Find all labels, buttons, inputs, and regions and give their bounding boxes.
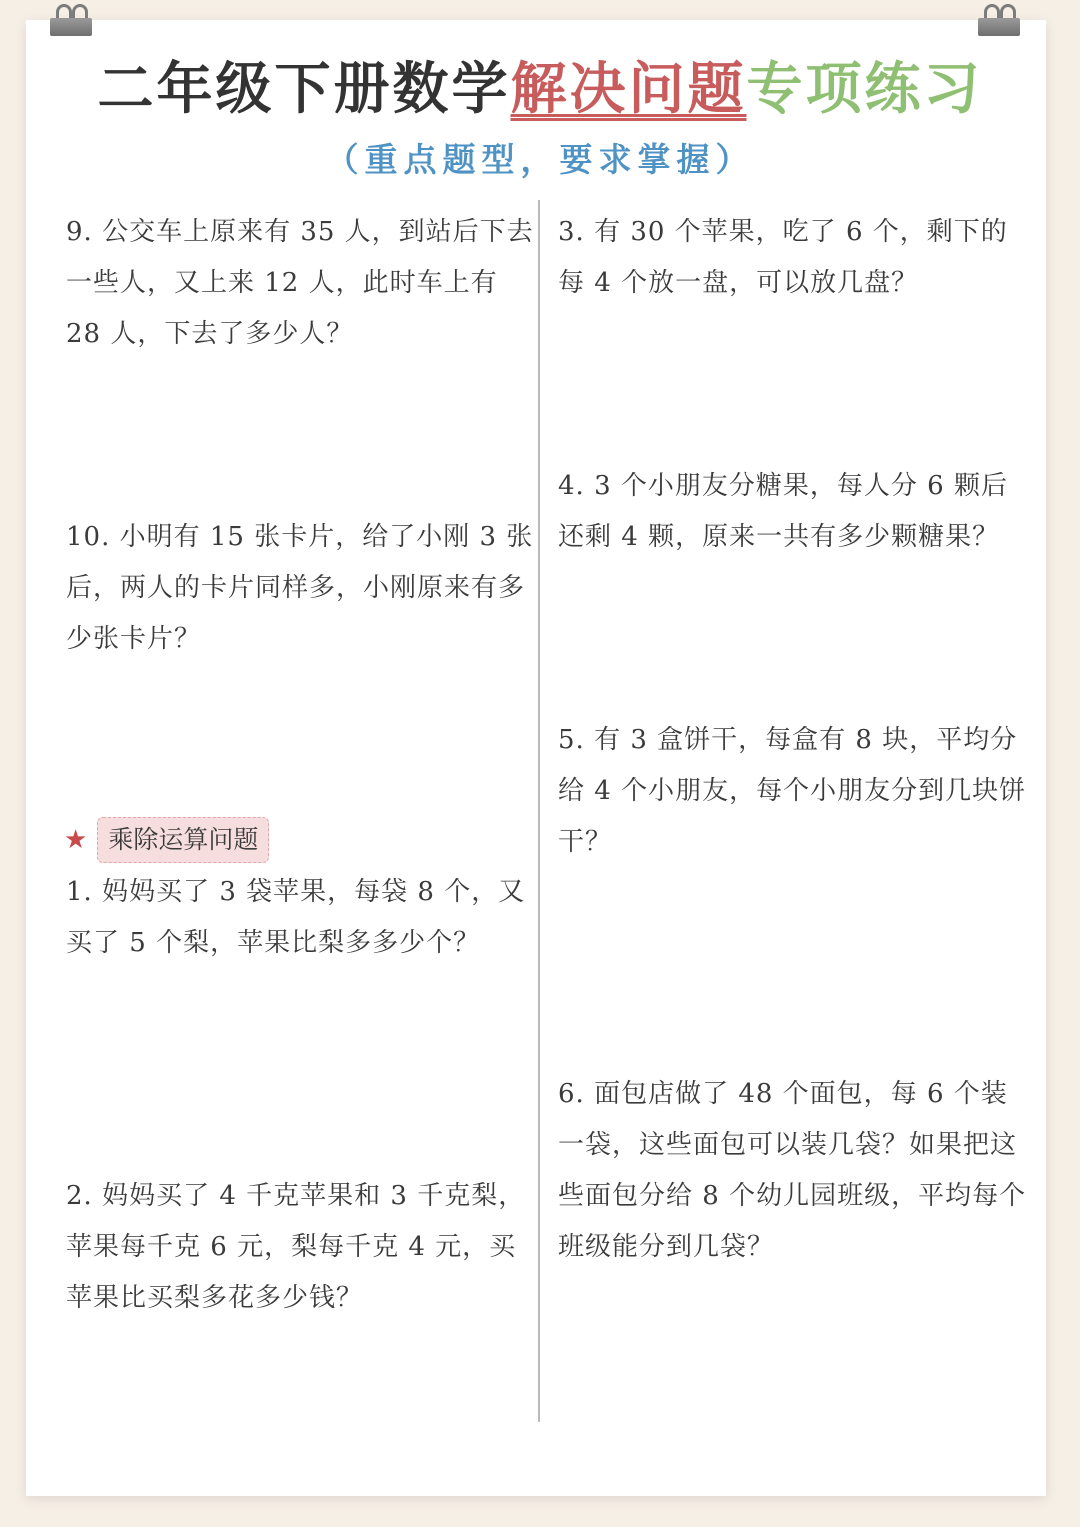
problem-1: 1. 妈妈买了 3 袋苹果，每袋 8 个，又买了 5 个梨，苹果比梨多多少个？ bbox=[66, 877, 526, 958]
page-title bbox=[0, 52, 1080, 128]
column-divider bbox=[538, 200, 540, 1422]
problem-9: 9. 公交车上原来有 35 人，到站后下去一些人，又上来 12 人，此时车上有 28 人，下去了多少人？ bbox=[66, 217, 534, 349]
title-grade: 二年级下册数学 bbox=[97, 57, 511, 122]
binder-clip-icon bbox=[978, 4, 1020, 40]
problem-10: 10. 小明有 15 张卡片，给了小刚 3 张后，两人的卡片同样多，小刚原来有多少张卡片？ bbox=[66, 522, 534, 654]
binder-clip-icon bbox=[50, 4, 92, 40]
problem-2: 2. 妈妈买了 4 千克苹果和 3 千克梨，苹果每千克 6 元，梨每千克 4 元，买苹果比买梨多花多少钱？ bbox=[66, 1181, 526, 1313]
problem-4: 4. 3 个小朋友分糖果，每人分 6 颗后还剩 4 颗，原来一共有多少颗糖果？ bbox=[558, 471, 1008, 552]
problem-5: 5. 有 3 盒饼干，每盒有 8 块，平均分给 4 个小朋友，每个小朋友分到几块饼干？ bbox=[558, 725, 1027, 857]
section-title-badge: 乘除运算问题 bbox=[97, 817, 269, 863]
title-practice: 专项练习 bbox=[746, 57, 983, 122]
page-subtitle: （重点题型，要求掌握） bbox=[325, 140, 755, 179]
problem-6: 6. 面包店做了 48 个面包，每 6 个装一袋，这些面包可以装几袋？如果把这些面包分给 8 个幼儿园班级，平均每个班级能分到几袋？ bbox=[558, 1079, 1027, 1262]
title-topic: 解决问题 bbox=[510, 57, 747, 122]
problem-3: 3. 有 30 个苹果，吃了 6 个，剩下的每 4 个放一盘，可以放几盘？ bbox=[558, 217, 1008, 298]
star-icon: ★ bbox=[64, 825, 88, 855]
section-heading bbox=[64, 816, 269, 864]
